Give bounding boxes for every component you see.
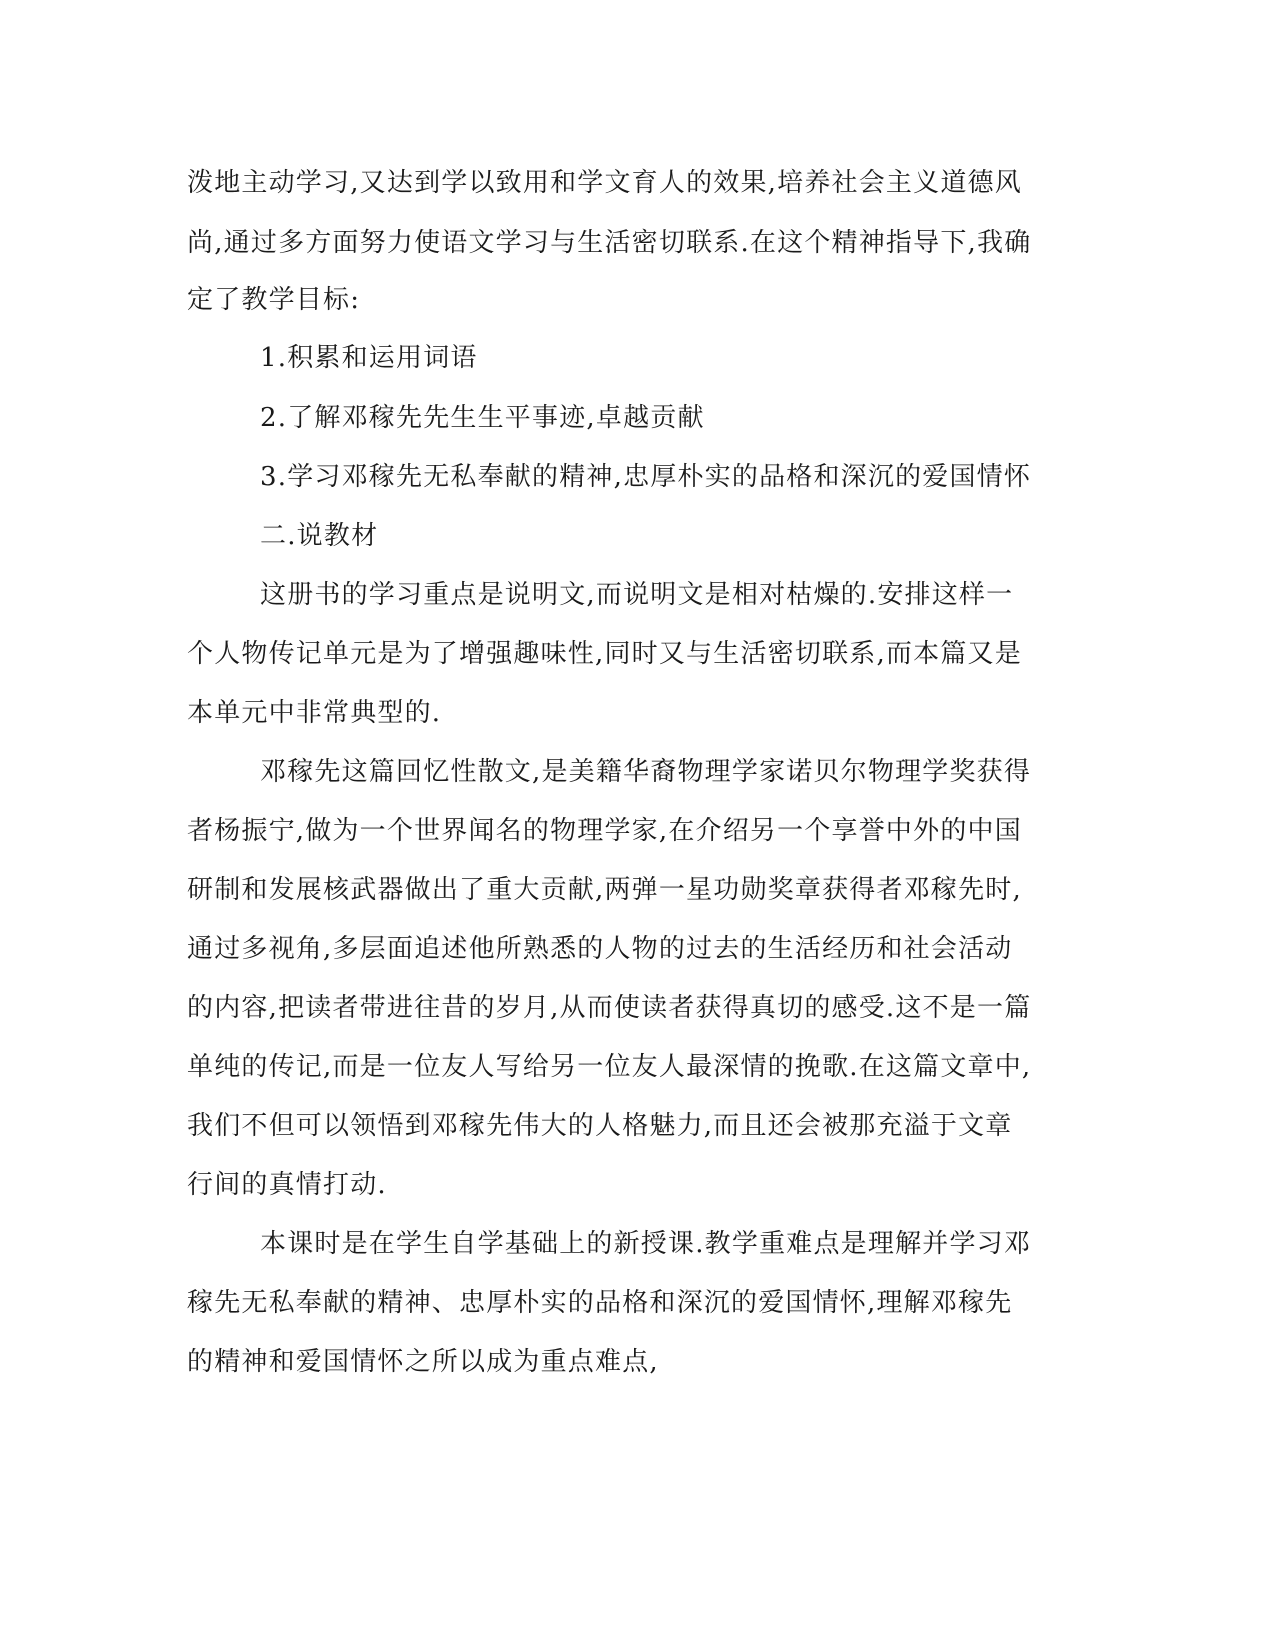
goal-item-1: 1.积累和运用词语 <box>260 343 478 373</box>
text-line: 本课时是在学生自学基础上的新授课.教学重难点是理解并学习邓 <box>260 1229 1032 1259</box>
text-line: 者杨振宁,做为一个世界闻名的物理学家,在介绍另一个享誉中外的中国 <box>187 816 1022 846</box>
text-line: 尚,通过多方面努力使语文学习与生活密切联系.在这个精神指导下,我确 <box>187 228 1032 258</box>
text-line: 本单元中非常典型的. <box>187 698 442 728</box>
text-line: 单纯的传记,而是一位友人写给另一位友人最深情的挽歌.在这篇文章中, <box>187 1052 1032 1082</box>
text-line: 研制和发展核武器做出了重大贡献,两弹一星功勋奖章获得者邓稼先时, <box>187 875 1022 905</box>
text-line: 泼地主动学习,又达到学以致用和学文育人的效果,培养社会主义道德风 <box>187 168 1022 198</box>
text-line: 通过多视角,多层面追述他所熟悉的人物的过去的生活经历和社会活动 <box>187 934 1013 964</box>
goal-item-2: 2.了解邓稼先先生生平事迹,卓越贡献 <box>260 403 705 433</box>
section-heading: 二.说教材 <box>260 521 379 551</box>
text-line: 稼先无私奉献的精神、忠厚朴实的品格和深沉的爱国情怀,理解邓稼先 <box>187 1288 1013 1318</box>
text-line: 这册书的学习重点是说明文,而说明文是相对枯燥的.安排这样一 <box>260 580 1014 610</box>
text-line: 的精神和爱国情怀之所以成为重点难点, <box>187 1347 659 1377</box>
text-line: 我们不但可以领悟到邓稼先伟大的人格魅力,而且还会被那充溢于文章 <box>187 1111 1013 1141</box>
text-line: 行间的真情打动. <box>187 1170 387 1200</box>
goal-item-3: 3.学习邓稼先无私奉献的精神,忠厚朴实的品格和深沉的爱国情怀 <box>260 462 1032 492</box>
text-line: 邓稼先这篇回忆性散文,是美籍华裔物理学家诺贝尔物理学奖获得 <box>260 757 1032 787</box>
text-line: 个人物传记单元是为了增强趣味性,同时又与生活密切联系,而本篇又是 <box>187 639 1022 669</box>
text-line: 定了教学目标: <box>187 285 361 315</box>
text-line: 的内容,把读者带进往昔的岁月,从而使读者获得真切的感受.这不是一篇 <box>187 993 1032 1023</box>
